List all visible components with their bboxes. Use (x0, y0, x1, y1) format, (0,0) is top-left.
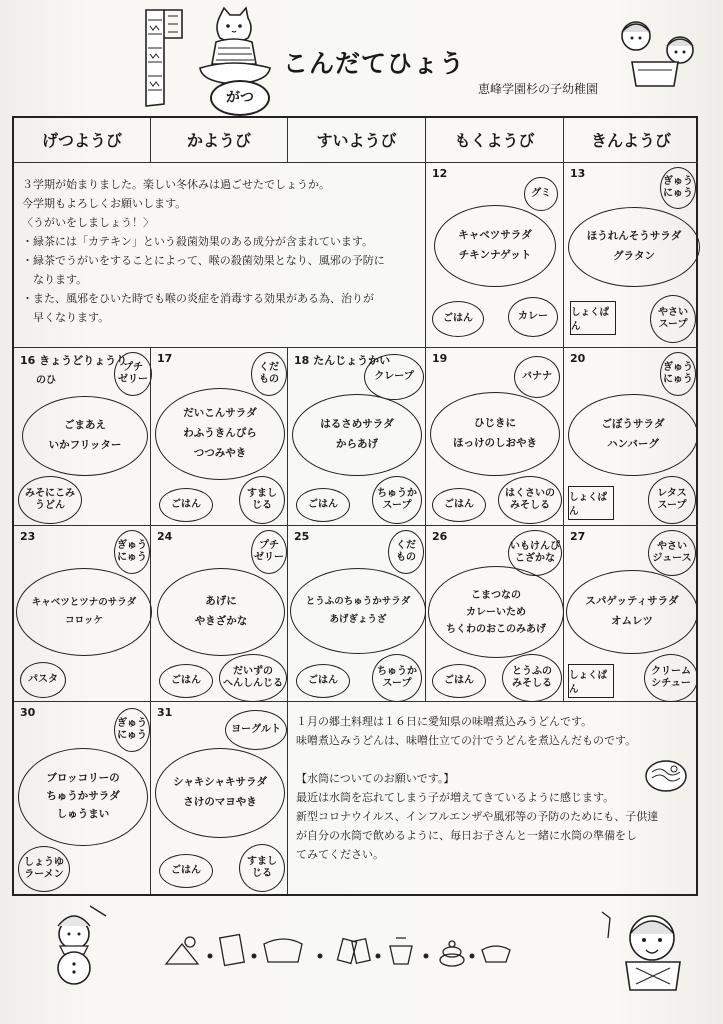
date-number: 17 (157, 352, 173, 365)
main-dish-oval: はるさめサラダ からあげ (292, 394, 422, 476)
date-event: 18 たんじょうかい (294, 354, 391, 367)
dessert-item: プチ ゼリー (114, 352, 152, 396)
date-number: 27 (570, 530, 586, 543)
fruit-item: くだ もの (251, 352, 287, 396)
date-number: 31 (157, 706, 173, 719)
soup-item: だいずの へんしんじる (219, 654, 287, 702)
bread-item: しょくぱん (570, 301, 616, 335)
new-year-icons (160, 928, 520, 972)
main-dish-oval: ほうれんそうサラダ グラタン (568, 207, 700, 287)
soup-item: レタス スープ (648, 476, 696, 524)
fruit-item: バナナ (514, 356, 560, 398)
soup-item: ちゅうか スープ (372, 476, 422, 524)
drink-item: ぎゅう にゅう (114, 708, 150, 752)
event-line: のひ (36, 375, 56, 386)
intro-message: ３学期が始まりました。楽しい冬休みは過ごせたでしょうか。 今学期もよろしくお願いします。 〈うがいをしましょう！〉 ・緑茶には「カテキン」という殺菌効果のある成分が含まれています。 ・緑茶でうがいをすることによって、喉の殺菌効果となり、風邪の予防に なります。 ・また、風邪をひいた時でも喉の炎症を消毒する効果がある為、治りが 早くなります。 (22, 178, 385, 324)
day-cell-16 (14, 348, 151, 526)
staple-item: ごはん (159, 854, 213, 888)
staple-item: ごはん (432, 488, 486, 522)
day-cell-25 (288, 526, 426, 702)
date-number: 25 (294, 530, 310, 543)
bread-item: しょくぱん (568, 486, 614, 520)
noodle-item: しょうゆ ラーメン (18, 846, 70, 892)
main-dish-oval: シャキシャキサラダ さけのマヨやき (155, 748, 285, 838)
stew-item: クリーム シチュー (644, 654, 698, 702)
staple-item: ごはん (159, 488, 213, 522)
main-dish-oval: キャベツとツナのサラダ コロッケ (16, 568, 152, 656)
day-cell-20 (564, 348, 698, 526)
dessert-item: グミ (524, 177, 558, 211)
date-number: 24 (157, 530, 173, 543)
day-header-mon: げつようび (14, 118, 151, 163)
day-header-fri: きんようび (564, 118, 698, 163)
drink-item: ぎゅう にゅう (660, 352, 696, 396)
drink-item: ぎゅう にゅう (114, 530, 150, 574)
main-dish-oval: ごぼうサラダ ハンバーグ (568, 394, 698, 476)
intro-message-cell (14, 163, 426, 348)
date-event: 16 きょうどりょうり (20, 354, 128, 367)
school-name: 恵峰学園杉の子幼稚園 (478, 82, 599, 96)
main-dish-oval: ごまあえ いかフリッター (22, 396, 148, 476)
main-dish-oval: だいこんサラダ わふうきんぴら つつみやき (155, 388, 285, 480)
staple-item: ごはん (432, 301, 484, 337)
day-cell-31 (151, 702, 288, 894)
cat-knitting-icon (188, 6, 276, 86)
drink-item: ぎゅう にゅう (660, 167, 696, 209)
date-number: 26 (432, 530, 448, 543)
soup-item: すまし じる (239, 476, 285, 524)
day-cell-30 (14, 702, 151, 894)
footer-message: １月の郷土料理は１６日に愛知県の味噌煮込みうどんです。 味噌煮込みうどんは、味噌仕立ての汁でうどんを煮込んだものです。 【水筒についてのお願いです。】 最近は水筒を忘れてしまう子が増えてきているように感じます。 新型コロナウイルス、インフルエンザや風邪等の予防のためにも、子供達 が自分の水筒で飲めるように、毎日お子さんと一緒に水筒の準備をし てみてください。 (296, 715, 659, 861)
main-dish-oval: こまつなの カレーいため ちくわのおこのみあげ (428, 566, 564, 658)
soup-item: はくさいの みそしる (498, 476, 562, 524)
noodle-item: みそにこみ うどん (18, 476, 82, 524)
noodle-item: パスタ (20, 662, 66, 698)
staple-item: ごはん (296, 488, 350, 522)
main-dish-oval: キャベツサラダ チキンナゲット (434, 205, 556, 287)
scarf-icon (138, 8, 186, 112)
date-number: 12 (432, 167, 448, 180)
date-number: 19 (432, 352, 448, 365)
month-label: がつ (210, 80, 270, 116)
side-item: カレー (508, 297, 558, 337)
staple-item: ごはん (296, 664, 350, 698)
dessert-item: クレープ (364, 354, 424, 400)
main-dish-oval: あげに やきざかな (157, 568, 285, 656)
date-number: 30 (20, 706, 36, 719)
fruit-item: くだ もの (388, 530, 424, 574)
noodle-bowl-icon (644, 758, 688, 794)
main-dish-oval: ブロッコリーの ちゅうかサラダ しゅうまい (18, 748, 148, 846)
date-number: 20 (570, 352, 586, 365)
day-cell-24 (151, 526, 288, 702)
date-number: 13 (570, 167, 586, 180)
soup-item: とうふの みそしる (502, 654, 562, 702)
day-cell-19 (426, 348, 564, 526)
dessert-item: ヨーグルト (225, 710, 287, 750)
date-number: 23 (20, 530, 36, 543)
main-dish-oval: スパゲッティサラダ オムレツ (566, 570, 698, 654)
juice-item: やさい ジュース (648, 530, 696, 576)
soup-item: すまし じる (239, 844, 285, 892)
day-cell-18 (288, 348, 426, 526)
day-header-wed: すいようび (288, 118, 426, 163)
dessert-item: プチ ゼリー (251, 530, 287, 574)
day-cell-27 (564, 526, 698, 702)
day-cell-12 (426, 163, 564, 348)
day-cell-17 (151, 348, 288, 526)
main-dish-oval: ひじきに ほっけのしおやき (430, 392, 560, 476)
day-header-thu: もくようび (426, 118, 564, 163)
staple-item: ごはん (159, 664, 213, 698)
snack-item: いもけんぴ こざかな (508, 530, 562, 576)
children-icon (608, 10, 704, 94)
day-header-tue: かようび (151, 118, 288, 163)
day-cell-13 (564, 163, 698, 348)
kite-boy-icon (596, 908, 696, 992)
soup-item: ちゅうか スープ (372, 654, 422, 702)
day-cell-26 (426, 526, 564, 702)
soup-item: やさい スープ (650, 295, 696, 343)
page-title: こんだてひょう (283, 49, 466, 78)
footer-message-cell (288, 702, 698, 894)
snowman-icon (40, 902, 110, 986)
main-dish-oval: とうふのちゅうかサラダ あげぎょうざ (290, 568, 426, 654)
bread-item: しょくぱん (568, 664, 614, 698)
staple-item: ごはん (432, 664, 486, 698)
day-cell-23 (14, 526, 151, 702)
menu-calendar (12, 116, 698, 896)
